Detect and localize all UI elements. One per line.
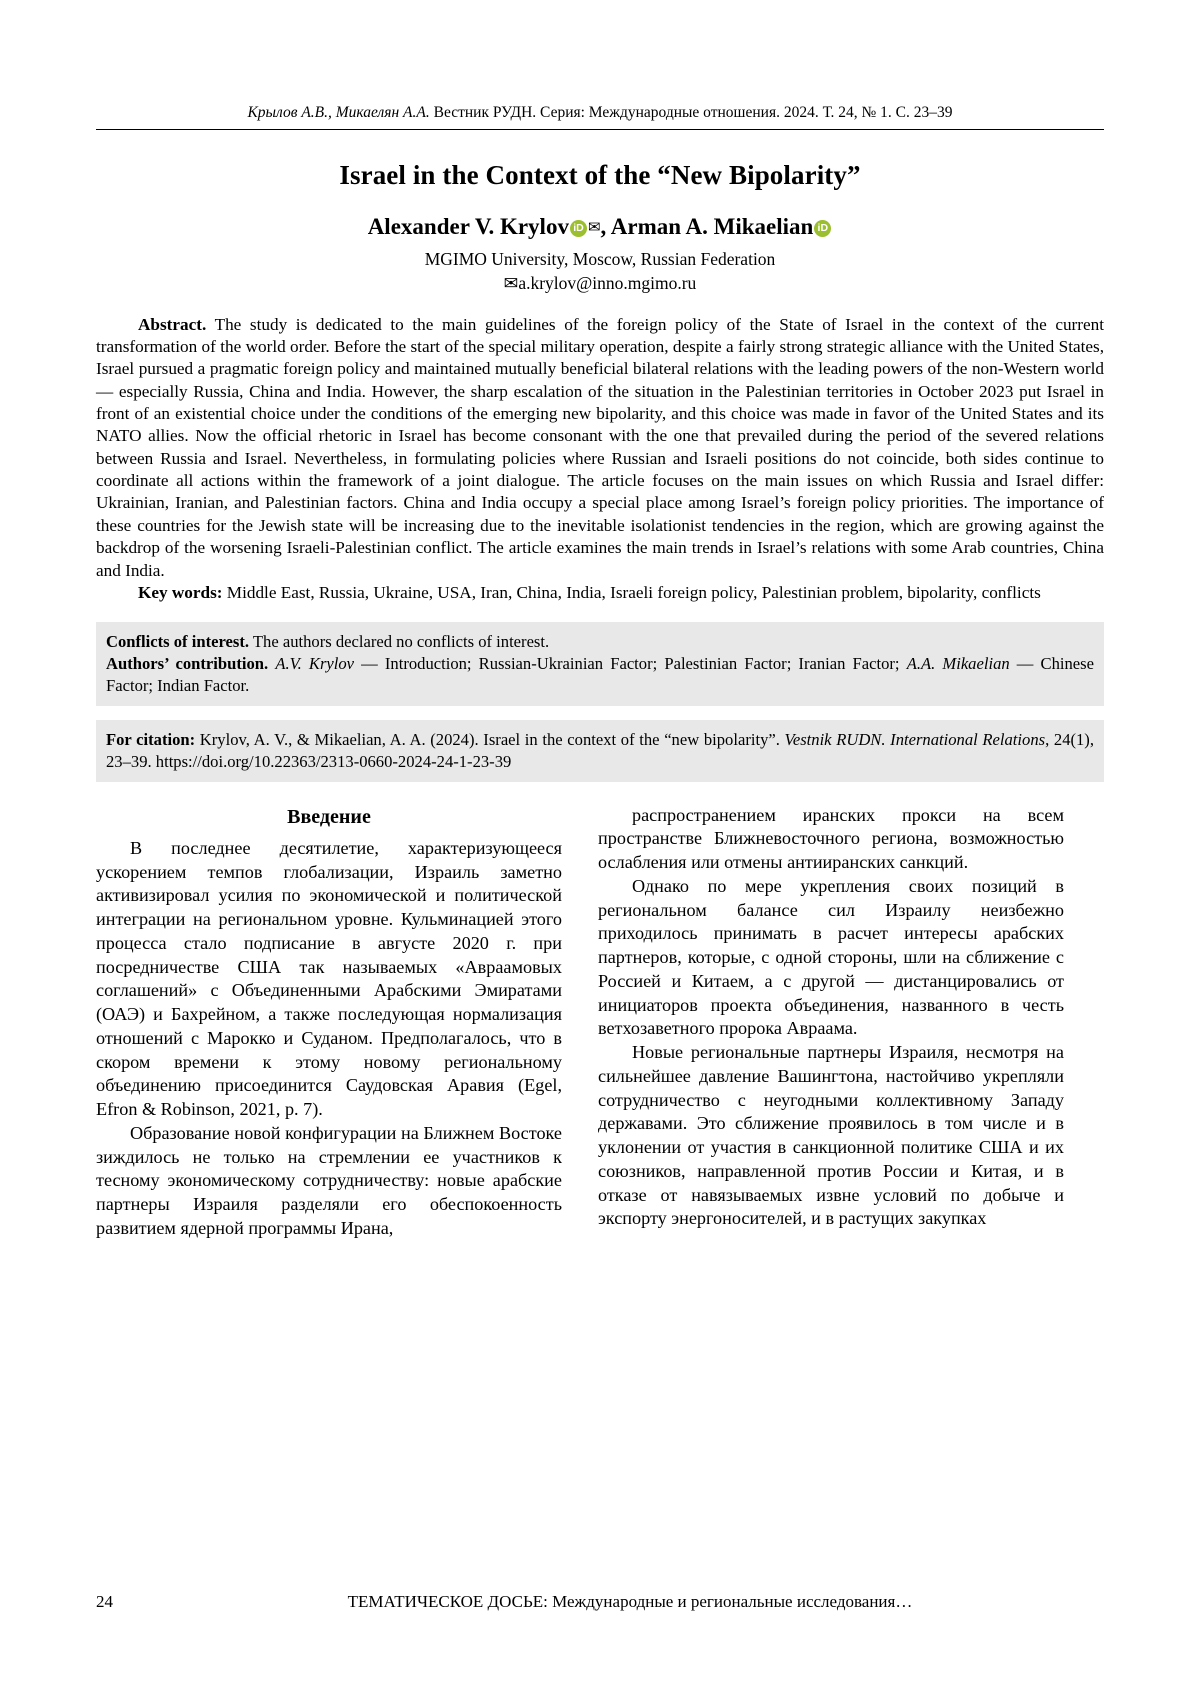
keywords [96, 582, 1104, 604]
running-head [96, 104, 1104, 130]
author-list [96, 213, 1104, 241]
citation-label: For citation: [106, 729, 196, 749]
corresponding-email[interactable]: ✉a.krylov@inno.mgimo.ru [503, 272, 697, 293]
paragraph: распространением иранских прокси на всем пространстве Ближневосточного региона, возможностью ослабления или отмены антииранских санкций. [598, 804, 1064, 873]
citation-tail: , 24(1), 23–39. https://doi.org/10.22363/2313-0660-2024-24-1-23-39 [106, 729, 1094, 771]
column-left [96, 804, 562, 1241]
citation-text: Krylov, A. V., & Mikaelian, A. A. (2024). Israel in the context of the “new bipolarity”. [195, 729, 785, 749]
abstract [96, 314, 1104, 582]
keywords-label: Key words: [138, 582, 223, 602]
conflicts-label: Conflicts of interest. [106, 632, 250, 652]
abstract-text: The study is dedicated to the main guidelines of the foreign policy of the State of Israel in the context of the current transformation of the world order. Before the start of the special military operation, despite a fairly strong strategic alliance with the United States, Israel pursued a pragmatic foreign policy and maintained mutually beneficial bilateral relations with the leading powers of the non-Western world — especially Russia, China and India. However, the sharp escalation of the situation in the Palestinian territories in October 2023 put Israel in front of an existential choice under the conditions of the emerging new bipolarity, and this choice was made in favor of the United States and its NATO allies. Now the official rhetoric in Israel has become consonant with the one that prevailed during the period of the severed relations between Russia and Israel. Nevertheless, in formulating policies where Russian and Israeli positions do not coincide, both sides continue to coordinate all actions within the framework of a joint dialogue. The article focuses on the main issues on which Russia and Israel differ: Ukrainian, Iranian, and Palestinian factors. China and India occupy a special place among Israel’s foreign policy priorities. The importance of these countries for the Jewish state will be increasing due to the inevitable isolationist tendencies in the region, which are growing against the backdrop of the worsening Israeli-Palestinian conflict. The article examines the main trends in Israel’s relations with some Arab countries, China and India. [96, 314, 1104, 580]
running-head-journal: Вестник РУДН. Серия: Международные отношения. 2024. Т. 24, № 1. С. 23–39 [429, 104, 953, 121]
page-number: 24 [96, 1592, 113, 1611]
contribution-label: Authors’ contribution. [106, 654, 269, 674]
column-right [598, 804, 1064, 1241]
email-icon[interactable]: ✉ [587, 220, 601, 236]
contribution-author-2: A.A. Mikaelian [906, 654, 1010, 674]
running-head-authors: Крылов А.В., Микаелян А.А. [247, 104, 430, 121]
citation-box [96, 720, 1104, 782]
contribution-text-2: — Chinese Factor; Indian Factor. [106, 654, 1094, 696]
contribution-line [106, 653, 1094, 697]
keywords-text: Middle East, Russia, Ukraine, USA, Iran, China, India, Israeli foreign policy, Palestinian problem, bipolarity, conflicts [222, 582, 1041, 602]
orcid-icon[interactable]: iD [570, 220, 587, 237]
page-title: Israel in the Context of the “New Bipolarity” [339, 160, 861, 190]
abstract-label: Abstract. [138, 314, 207, 334]
contribution-author-1: A.V. Krylov [275, 654, 355, 674]
citation-journal: Vestnik RUDN. International Relations [784, 729, 1046, 749]
paragraph: В последнее десятилетие, характеризующееся ускорением темпов глобализации, Израиль заметно активизировал усилия по экономической и политической интеграции на региональном уровне. Кульминацией этого процесса стало подписание в августе 2020 г. при посредничестве США так называемых «Авраамовых соглашений» с Объединенными Арабскими Эмиратами (ОАЭ) и Бахрейном, а также последующая нормализация отношений с Марокко и Суданом. Предполагалось, что в скором времени к этому новому региональному объединению присоединится Саудовская Аравия (Egel, Efron & Robinson, 2021, p. 7). [96, 837, 562, 1120]
conflicts-line [106, 631, 1094, 653]
author-name-first: Alexander V. Krylov [367, 214, 569, 239]
paragraph: Однако по мере укрепления своих позиций в региональном балансе сил Израилу неизбежно приходилось принимать в расчет интересы арабских партнеров, которые, с одной стороны, шли на сближение с Россией и Китаем, а с другой — дистанцировались от инициаторов проекта объединения, названного в честь ветхозаветного пророка Авраама. [598, 875, 1064, 1039]
footer-section-title: ТЕМАТИЧЕСКОЕ ДОСЬЕ: Международные и региональные исследования… [347, 1592, 913, 1611]
contribution-text-1: — Introduction; Russian-Ukrainian Factor; Palestinian Factor; Iranian Factor; [354, 654, 900, 674]
orcid-icon[interactable]: iD [814, 220, 831, 237]
body-columns [96, 804, 1104, 1241]
section-heading: Введение [287, 805, 371, 828]
affiliation: MGIMO University, Moscow, Russian Federation [424, 248, 776, 269]
page-footer [96, 1592, 1104, 1612]
conflicts-text: The authors declared no conflicts of interest. [249, 632, 550, 652]
author-name-second: , Arman A. Mikaelian [600, 214, 814, 239]
paragraph: Новые региональные партнеры Израиля, несмотря на сильнейшее давление Вашингтона, настойчиво укрепляли сотрудничество с неугодными коллективному Западу державами. Это сближение проявилось в том числе и в уклонении от участия в санкционной политике США и их союзников, направленной против России и Китая, и в отказе от навязываемых извне условий по добыче и экспорту энергоносителей, и в растущих закупках [598, 1042, 1064, 1229]
paragraph: Образование новой конфигурации на Ближнем Востоке зиждилось не только на стремлении ее участников к тесному экономическому сотрудничеству: новые арабские партнеры Израиля разделяли его обеспокоенность развитием ядерной программы Ирана, [96, 1122, 562, 1238]
conflicts-box [96, 622, 1104, 706]
